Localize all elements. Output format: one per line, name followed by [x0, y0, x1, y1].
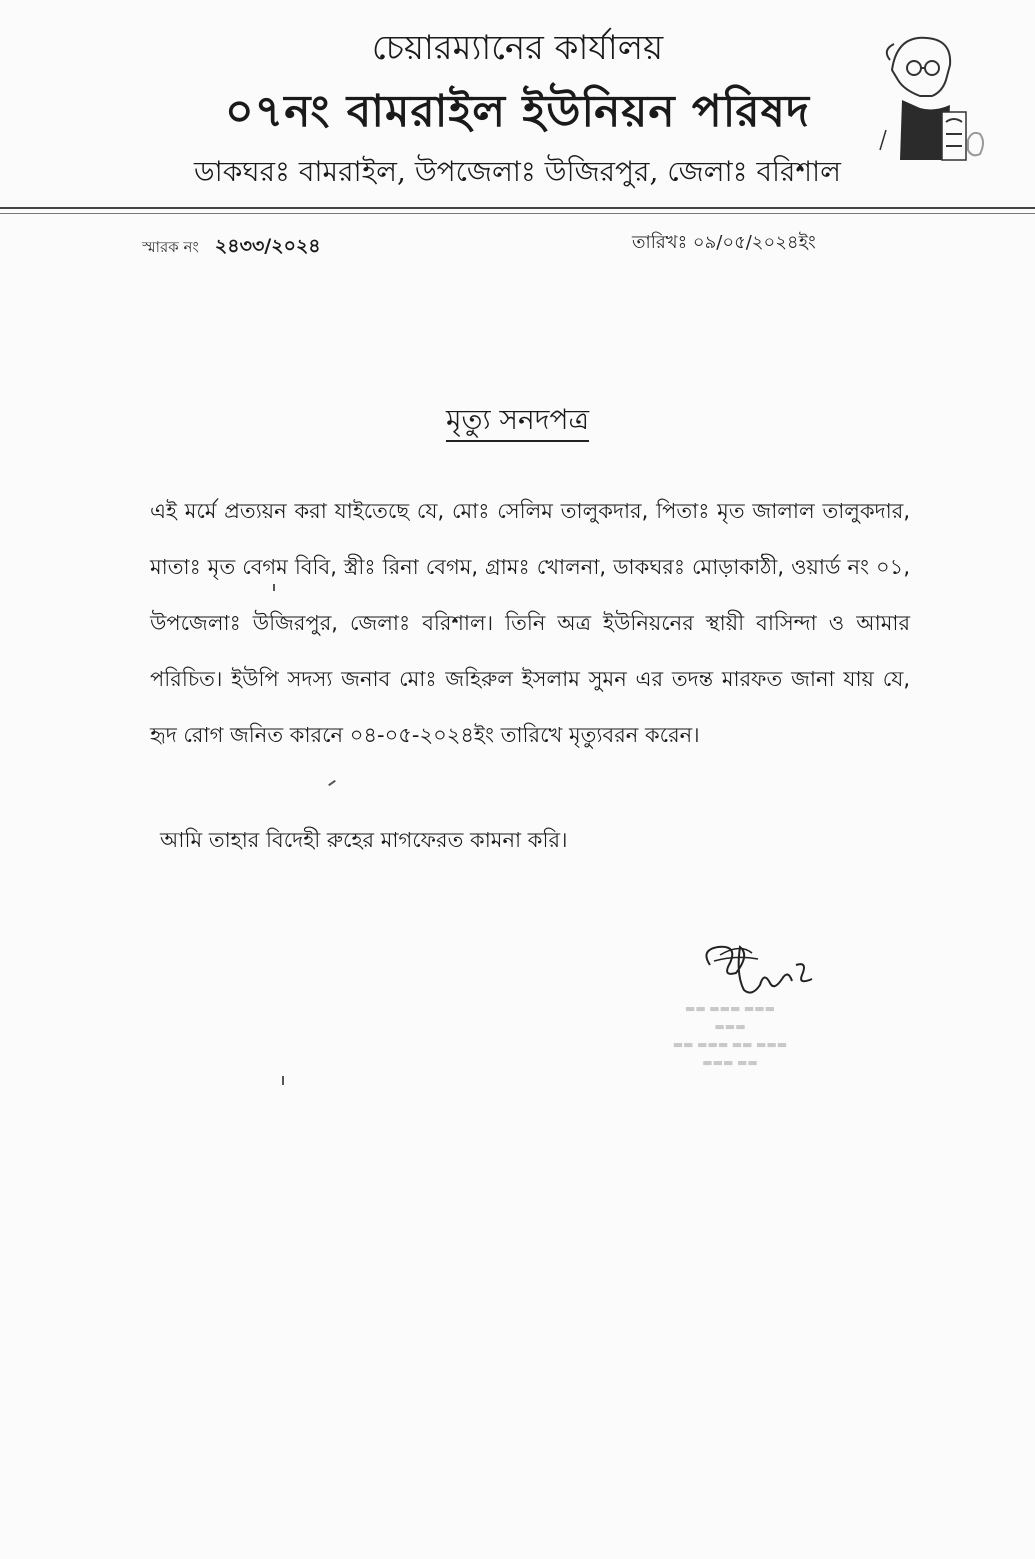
office-heading: চেয়ারম্যানের কার্যালয়: [371, 28, 664, 68]
certificate-body: এই মর্মে প্রত্যয়ন করা যাইতেছে যে, মোঃ সেলিম তালুকদার, পিতাঃ মৃত জালাল তালুকদার, মাতাঃ মৃত বেগম বিবি, স্ত্রীঃ রিনা বেগম, গ্রামঃ খোলনা, ডাকঘরঃ মোড়াকাঠী, ওয়ার্ড নং ০১, উপজেলাঃ উজিরপুর, জেলাঃ বরিশাল। তিনি অত্র ইউনিয়নের স্থায়ী বাসিন্দা ও আমার পরিচিত। ইউপি সদস্য জনাব মোঃ জহিরুল ইসলাম সুমন এর তদন্ত মারফত জানা যায় যে, হৃদ রোগ জনিত কারনে ০৪-০৫-২০২৪ইং তারিখে মৃত্যুবরন করেন।: [150, 499, 910, 747]
paper-speck: [282, 1076, 284, 1085]
signature-icon: [640, 935, 820, 1010]
memo-value: ২৪৩৩/২০২৪: [214, 235, 321, 257]
faded-stamp: ▬▬ ▬▬▬ ▬▬▬ ▬▬▬ ▬▬ ▬▬▬ ▬▬ ▬▬▬ ▬▬▬ ▬▬: [672, 1002, 788, 1069]
certificate-title: [0, 398, 1035, 445]
header-rule-secondary: [0, 213, 1035, 214]
memo-label: স্মারক নং: [142, 238, 199, 256]
closing-line: আমি তাহার বিদেহী রুহের মাগফেরত কামনা করি।: [160, 828, 568, 852]
portrait-emblem-icon: [872, 30, 990, 165]
address-line: ডাকঘরঃ বামরাইল, উপজেলাঃ উজিরপুর, জেলাঃ বরিশাল: [193, 155, 842, 188]
issue-date: তারিখঃ ০৯/০৫/২০২৪ইং: [632, 232, 816, 253]
certificate-title-text: মৃত্যু সনদপত্র: [446, 403, 589, 442]
paper-speck: [328, 780, 336, 786]
memo-number: [142, 232, 321, 264]
header-rule: [0, 207, 1035, 209]
union-name-heading: ০৭নং বামরাইল ইউনিয়ন পরিষদ: [225, 86, 810, 137]
paper-speck: [273, 584, 275, 591]
